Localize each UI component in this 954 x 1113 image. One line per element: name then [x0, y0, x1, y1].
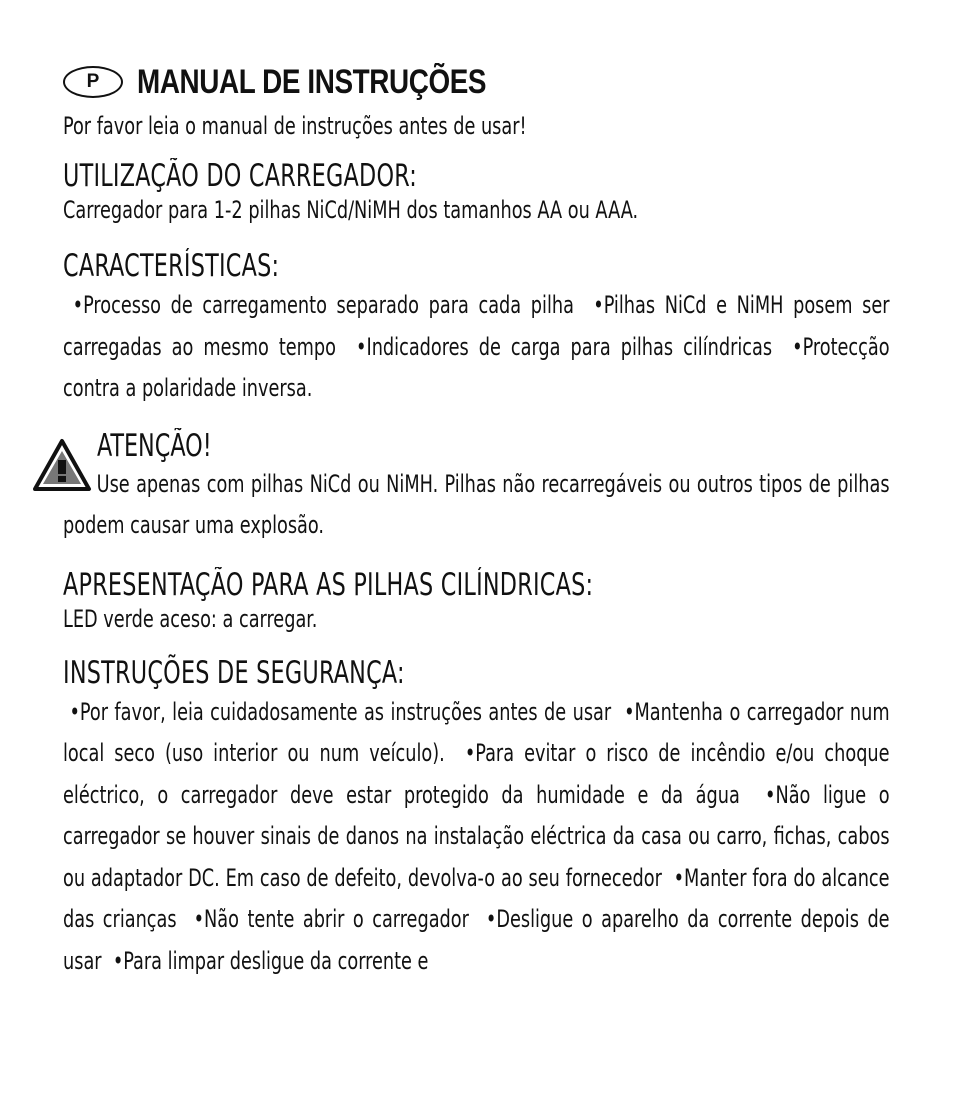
list-item: •Protecção contra a polaridade inversa. — [63, 332, 890, 402]
title-row — [63, 58, 890, 106]
manual-page — [63, 58, 890, 982]
list-item: •Mantenha o carregador num local seco (uso interior ou num veículo). — [63, 697, 890, 767]
list-item: •Desligue o aparelho da corrente depois de usar — [63, 905, 890, 975]
safety-heading: INSTRUÇÕES DE SEGURANÇA: — [63, 654, 405, 691]
usage-heading: UTILIZAÇÃO DO CARREGADOR: — [63, 158, 417, 194]
usage-text: Carregador para 1-2 pilhas NiCd/NiMH dos tamanhos AA ou AAA. — [63, 196, 639, 224]
display-heading: APRESENTAÇÃO PARA AS PILHAS CILÍNDRICAS: — [63, 566, 594, 603]
page-subtitle: Por favor leia o manual de instruções antes de usar! — [63, 112, 527, 140]
features-heading: CARACTERÍSTICAS: — [63, 248, 280, 284]
page-title: MANUAL DE INSTRUÇÕES — [137, 62, 487, 101]
warning-heading: ATENÇÃO! — [97, 427, 212, 464]
list-item: •Por favor, leia cuidadosamente as instruções antes de usar — [63, 697, 612, 726]
warning-block — [63, 428, 890, 547]
list-item: •Indicadores de carga para pilhas cilíndricas — [346, 332, 773, 361]
list-item: •Manter fora do alcance das crianças — [63, 863, 890, 933]
safety-list — [63, 692, 890, 983]
list-item: •Não ligue o carregador se houver sinais de danos na instalação eléctrica da casa ou carro, fichas, cabos ou adaptador DC. Em caso de defeito, devolva-o ao seu fornecedor — [63, 780, 890, 892]
features-list — [63, 285, 890, 410]
display-text: LED verde aceso: a carregar. — [63, 604, 318, 633]
warning-text: Use apenas com pilhas NiCd ou NiMH. Pilhas não recarregáveis ou outros tipos de pilhas podem causar uma explosão. — [63, 469, 890, 539]
list-item: •Para limpar desligue da corrente e — [107, 946, 429, 975]
list-item: •Pilhas NiCd e NiMH posem ser carregadas ao mesmo tempo — [63, 291, 890, 361]
list-item: •Não tente abrir o carregador — [185, 905, 469, 933]
language-badge: P — [63, 66, 123, 98]
list-item: •Processo de carregamento separado para cada pilha — [63, 291, 574, 319]
list-item: •Para evitar o risco de incêndio e/ou choque eléctrico, o carregador deve estar protegido da humidade e da água — [63, 739, 890, 809]
